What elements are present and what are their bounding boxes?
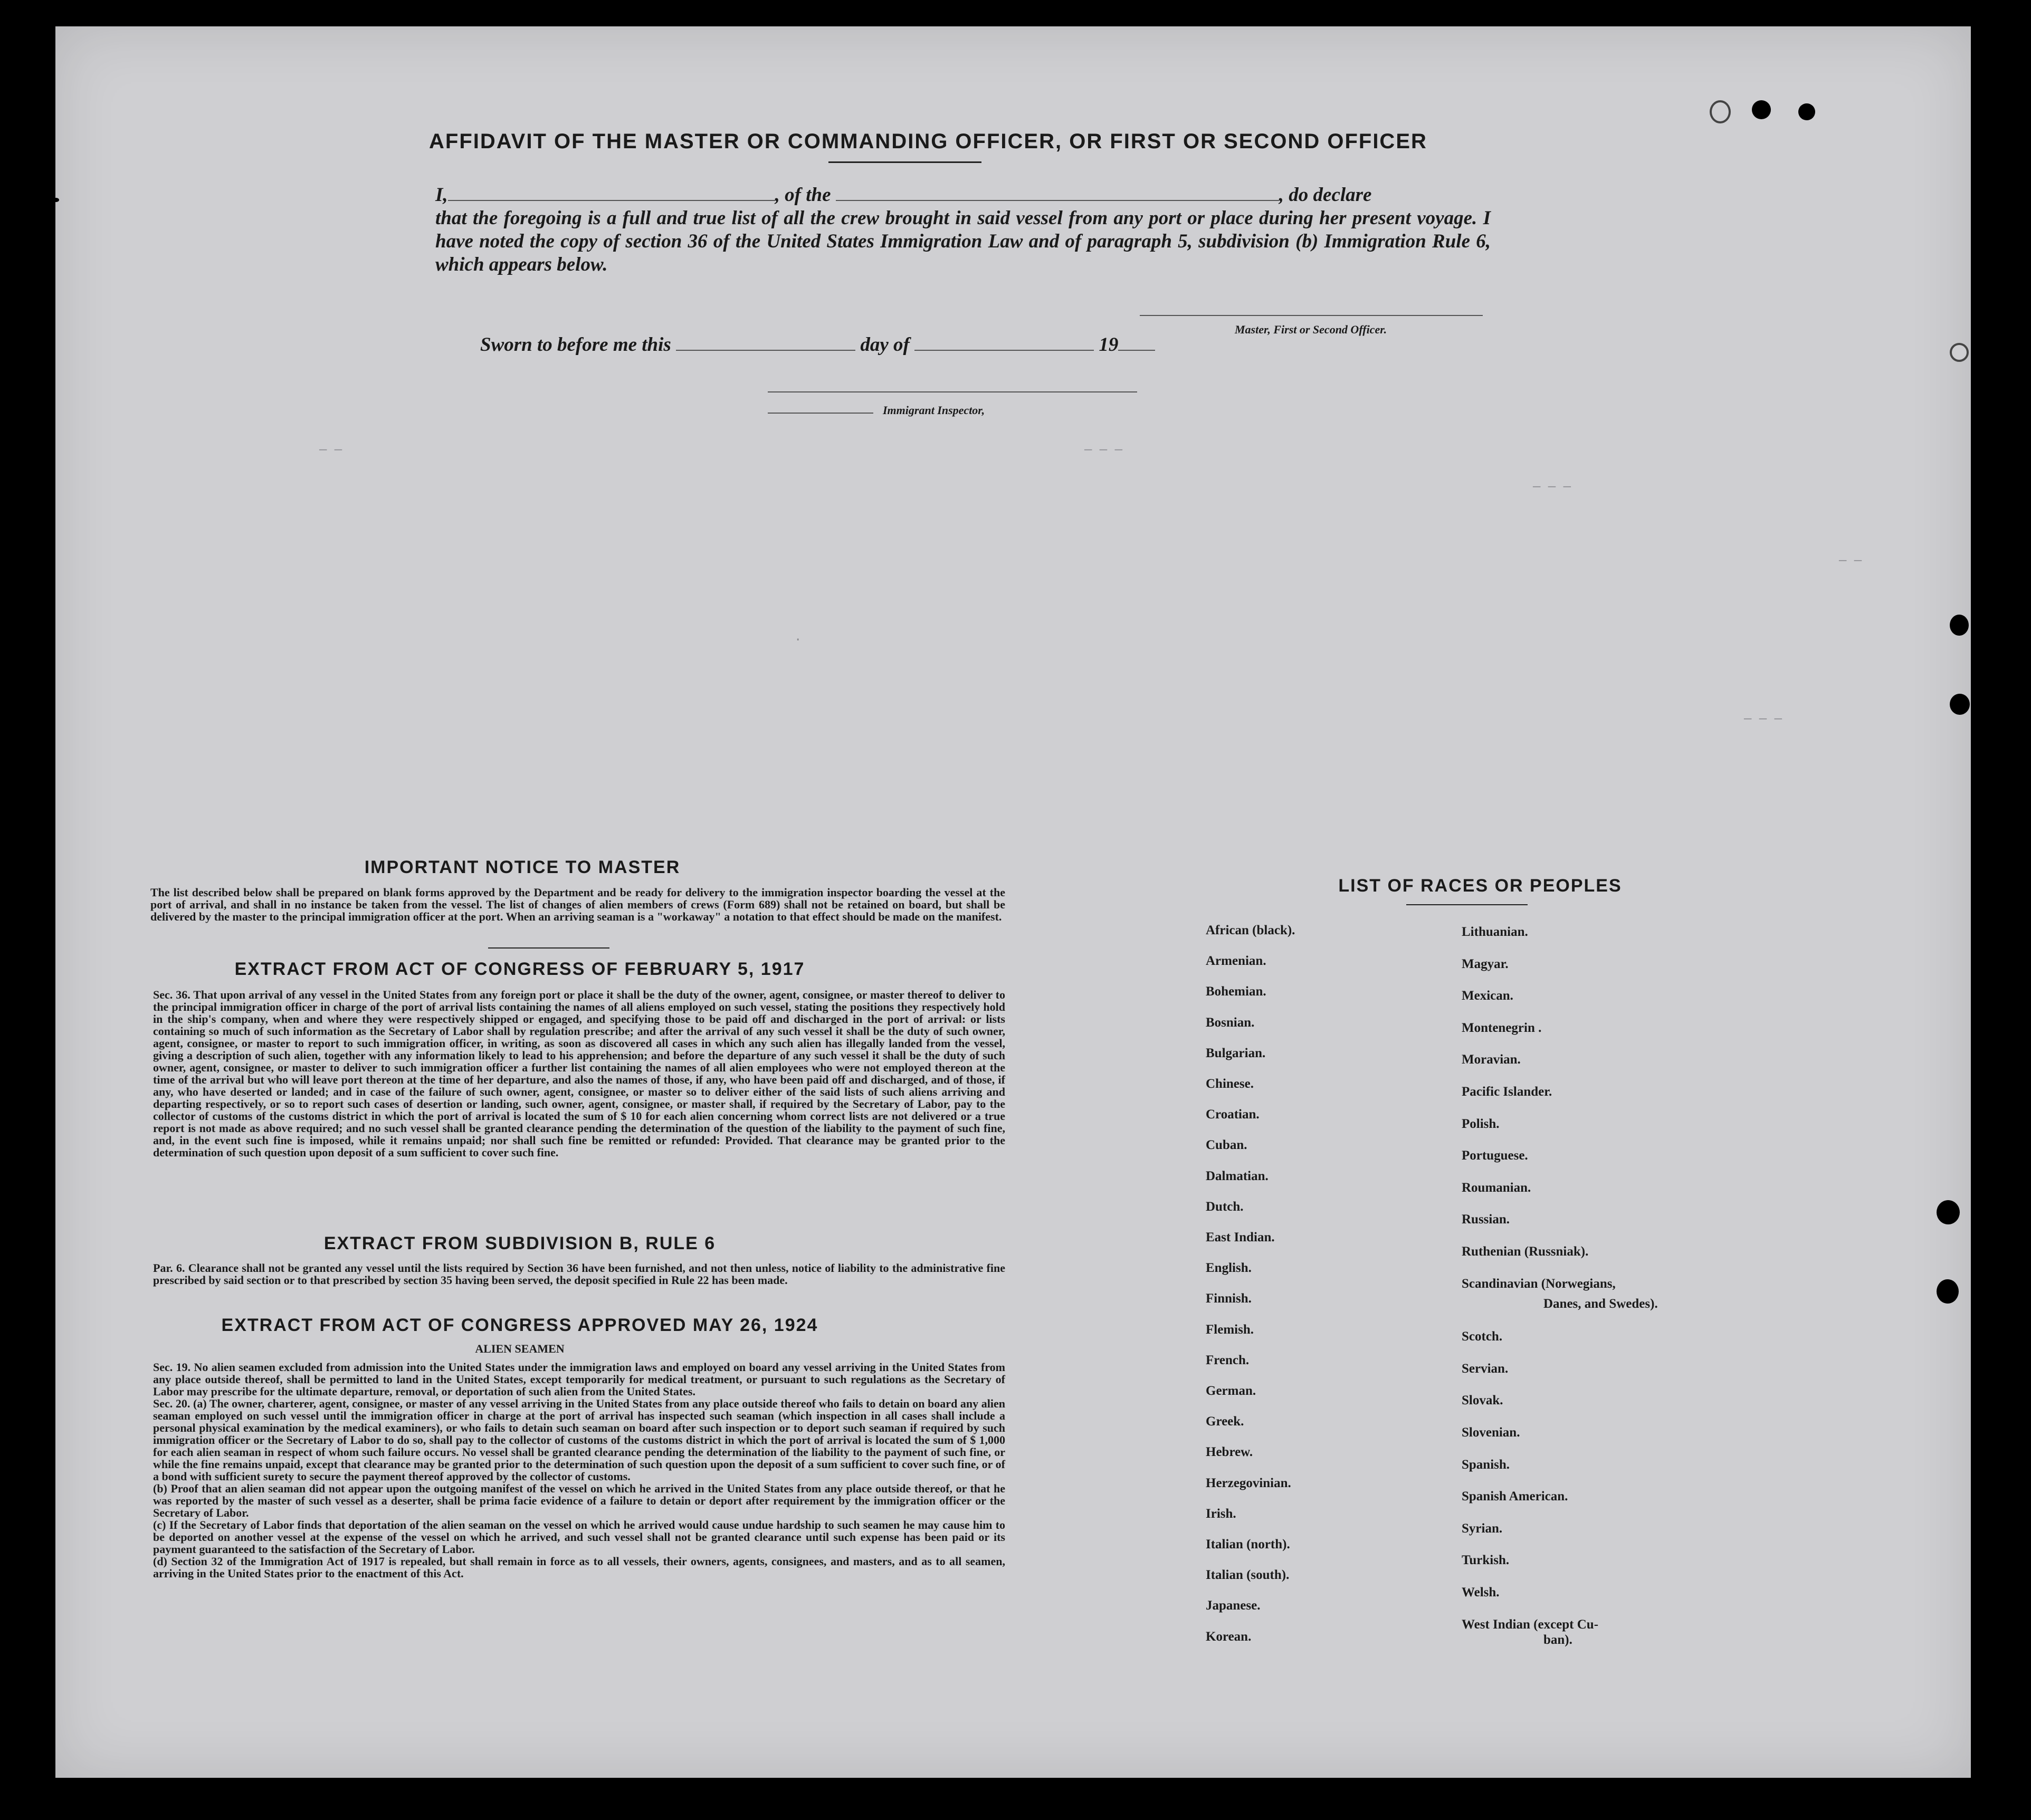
sworn-year: 19 — [1099, 334, 1119, 356]
race-item: Montenegrin . — [1462, 1020, 1542, 1035]
bleed-through-mark: — — — — [1533, 480, 1571, 494]
punch-hole — [1950, 694, 1970, 715]
punch-hole — [1950, 615, 1969, 636]
race-item: Mexican. — [1462, 989, 1513, 1003]
race-item: Scotch. — [1462, 1329, 1503, 1344]
race-item: Italian (south). — [1206, 1568, 1290, 1583]
race-item: East Indian. — [1206, 1230, 1275, 1244]
affidavit-body: that the foregoing is a full and true list of all the crew brought in said vessel from any port or place during her present voyage. I have noted the copy of section 36 of the United States Immigration Law and of paragraph 5, subdivision (b) Immigration Rule 6, which appears below. — [435, 207, 1491, 275]
race-item: Bohemian. — [1206, 984, 1266, 999]
affidavit-title: AFFIDAVIT OF THE MASTER OR COMMANDING OFFICER, OR FIRST OR SECOND OFFICER — [429, 130, 1427, 153]
rule6-body: Par. 6. Clearance shall not be granted any vessel until the lists required by Section 36 have been furnished, and not then unless, notice of liability to the administrative fine prescribed by said section or to that prescribed by section 35 having been served, the deposit specified in Rule 22 has been made. — [153, 1261, 1005, 1287]
race-item: Portuguese. — [1462, 1148, 1528, 1163]
race-item: Bosnian. — [1206, 1015, 1255, 1030]
extract1924-sec20b: (b) Proof that an alien seaman did not appear upon the outgoing manifest of the vessel on which he arrived in the United States from any place outside thereof, or that he was reported by the master of such vessel as a deserter, shall be prima facie evidence of a failure to detain or deport after requirement by the immigration officer or the Secretary of Labor. — [153, 1482, 1005, 1519]
signature-label: Master, First or Second Officer. — [1235, 323, 1387, 336]
race-item: Flemish. — [1206, 1322, 1254, 1337]
race-item: Spanish. — [1462, 1457, 1510, 1472]
race-item: West Indian (except Cu- — [1462, 1617, 1599, 1632]
document-page — [55, 26, 1971, 1778]
race-item: Irish. — [1206, 1506, 1236, 1521]
inspector-line-2[interactable] — [768, 413, 873, 414]
punch-hole — [1752, 100, 1771, 119]
extract1924-sec20c: (c) If the Secretary of Labor finds that deportation of the alien seaman on the vessel on which he arrived would cause undue hardship to such seamen he may cause him to be deported on another vessel at the expense of the vessel on which he arrived, and such vessel shall not be granted clearance until such expense has been paid or its payment guaranteed to the satisfaction of the Secretary of Labor. — [153, 1518, 1005, 1556]
bleed-through-mark: — — — [1839, 554, 1862, 568]
race-item: Polish. — [1462, 1116, 1500, 1131]
race-item: Herzegovinian. — [1206, 1476, 1291, 1490]
race-item: Magyar. — [1462, 956, 1509, 971]
races-rule — [1406, 904, 1528, 905]
name-blank[interactable] — [448, 200, 775, 201]
sworn-before: Sworn to before me this — [480, 334, 671, 356]
extract1924-sec20a: Sec. 20. (a) The owner, charterer, agent, consignee, or master of any vessel arriving in the United States from any place outside thereof who fails to detain on board any alien seaman employed on such vessel until the immigration officer in charge at the port of arrival has inspected such seaman (which inspection in all cases shall include a personal physical examination by the medical examiners), or who fails to detain such seaman on board after such inspection or to deport such seaman if required by such immigration officer or the Secretary of Labor to do so, shall pay to the collector of customs of the customs district in which the port of arrival is located the sum of $ 1,000 for each alien seaman in respect of whom such failure occurs. No vessel shall be granted clearance pending the determination of the liability to the payment of such fine, or while the fine remains unpaid, except that clearance may be granted prior to the determination of such question upon the deposit of a sum sufficient to cover such fine, or of a bond with sufficient surety to secure the payment thereof approved by the collector of customs. — [153, 1397, 1005, 1483]
ink-speck — [53, 198, 59, 202]
race-item: Korean. — [1206, 1629, 1252, 1644]
race-item: Dutch. — [1206, 1199, 1244, 1214]
extract1924-title: EXTRACT FROM ACT OF CONGRESS APPROVED MAY 26, 1924 — [221, 1315, 818, 1335]
extract1917-body: Sec. 36. That upon arrival of any vessel in the United States from any foreign port or place it shall be the duty of the owner, agent, consignee, or master thereof to deliver to the principal immigration officer in charge of the port of arrival lists containing the names of all aliens employed on such vessel, stating the positions they respectively hold in the ship's company, when and where they were respectively shipped or engaged, and specifying those to be paid off and discharged in the port of arrival: or lists containing so much of such information as the Secretary of Labor shall by regulation prescribe; and after the arrival of any such vessel it shall be the duty of such owner, agent, consignee, or master to report to such immigration officer, in writing, as soon as discovered all cases in which any such alien has illegally landed from the vessel, giving a description of such alien, together with any information likely to lead to his apprehension; and before the departure of any such vessel it shall be the duty of such owner, agent, consignee, or master to deliver to such immigration officer a further list containing the names of all alien employees who were not employed thereon at the time of the arrival but who will leave port thereon at the time of her departure, and also the names of those, if any, who have been paid off and discharged, and of those, if any, who have deserted or landed; and in case of the failure of such owner, agent, consignee, or master so to deliver either of the said lists of such aliens arriving and departing respectively, or so to report such cases of desertion or landing, such owner, agent, consignee, or master shall, if required by the Secretary of Labor, pay to the collector of customs of the customs district in which the port of arrival is located the sum of $ 10 for each alien concerning whom correct lists are not delivered or a true report is not made as above required; and no such vessel shall be granted clearance pending the determination of the question of the liability to the payment of such fine, and, in the event such fine is imposed, while it remains unpaid; nor shall such fine be remitted or refunded: Provided. That clearance may be granted prior to the determination of such question upon deposit of a sum sufficient to cover such fine. — [153, 988, 1005, 1159]
race-item: Scandinavian (Norwegians, — [1462, 1276, 1616, 1291]
sworn-year-blank[interactable] — [1118, 350, 1155, 351]
race-item-cont: Danes, and Swedes). — [1543, 1297, 1658, 1311]
extract1924-body — [153, 1361, 1005, 1579]
affidavit-i: I, — [435, 184, 448, 206]
affidavit-first-line — [435, 184, 1491, 207]
race-item: English. — [1206, 1261, 1252, 1276]
race-item: Slovenian. — [1462, 1425, 1520, 1440]
race-item: Hebrew. — [1206, 1445, 1253, 1460]
punch-hole — [1798, 103, 1815, 120]
race-item: Welsh. — [1462, 1585, 1500, 1599]
inspector-line[interactable] — [768, 391, 1137, 392]
sworn-month-blank[interactable] — [914, 350, 1094, 351]
notice-body: The list described below shall be prepared on blank forms approved by the Department and be ready for delivery to the immigration inspector boarding the vessel at the port of arrival, and shall in no instance be taken from the vessel. The list of changes of alien members of crews (Form 689) shall not be retained on board, but shall be delivered by the master to the principal immigration officer at the port. When an arriving seaman is a "workaway" a notation to that effect should be made on the manifest. — [150, 886, 1005, 923]
race-item: Lithuanian. — [1462, 925, 1528, 939]
race-item: Bulgarian. — [1206, 1046, 1266, 1060]
punch-hole — [1937, 1200, 1960, 1224]
race-item: Slovak. — [1462, 1393, 1503, 1408]
punch-hole — [1710, 100, 1731, 123]
race-item: African (black). — [1206, 923, 1295, 937]
bleed-through-mark: — — — [319, 443, 342, 457]
race-item: Armenian. — [1206, 954, 1266, 969]
race-item: Ruthenian (Russniak). — [1462, 1244, 1589, 1259]
race-item: Dalmatian. — [1206, 1168, 1269, 1183]
race-item: Italian (north). — [1206, 1537, 1290, 1551]
bleed-through-mark: · — [794, 633, 802, 647]
race-item: Spanish American. — [1462, 1489, 1568, 1504]
extract1917-title: EXTRACT FROM ACT OF CONGRESS OF FEBRUARY 5, 1917 — [234, 959, 805, 979]
race-item: Russian. — [1462, 1212, 1510, 1227]
sworn-line — [480, 333, 1272, 357]
race-item: Greek. — [1206, 1414, 1244, 1429]
bleed-through-mark: — — — — [1744, 712, 1782, 726]
signature-line[interactable] — [1140, 315, 1483, 316]
race-item-cont: ban). — [1543, 1633, 1572, 1647]
race-item: German. — [1206, 1384, 1256, 1398]
race-item: French. — [1206, 1353, 1250, 1367]
affidavit-do-declare: , do declare — [1279, 184, 1372, 206]
races-title: LIST OF RACES OR PEOPLES — [1338, 876, 1622, 896]
rule6-title: EXTRACT FROM SUBDIVISION B, RULE 6 — [323, 1233, 716, 1253]
inspector-label: Immigrant Inspector, — [883, 404, 985, 417]
extract1924-sec19: Sec. 19. No alien seamen excluded from admission into the United States under the immigration laws and employed on board any vessel arriving in the United States from any place outside thereof, shall be permitted to land in the United States, except temporarily for medical treatment, or pursuant to such regulations as the Secretary of Labor may prescribe for the ultimate departure, removal, or deportation of such alien from the United States. — [153, 1361, 1005, 1398]
race-item: Chinese. — [1206, 1077, 1254, 1091]
bleed-through-mark: — — — — [1084, 443, 1123, 457]
race-item: Finnish. — [1206, 1291, 1252, 1306]
race-item: Moravian. — [1462, 1052, 1521, 1067]
affidavit-of-the: , of the — [775, 184, 831, 206]
extract1924-sec20d: (d) Section 32 of the Immigration Act of 1917 is repealed, but shall remain in force as to all vessels, their owners, agents, consignees, and masters, and as to all seamen, arriving in the United States prior to the enactment of this Act. — [153, 1555, 1005, 1580]
punch-hole — [1937, 1279, 1959, 1304]
sworn-day-of: day of — [860, 334, 910, 356]
notice-title: IMPORTANT NOTICE TO MASTER — [364, 857, 681, 877]
race-item: Cuban. — [1206, 1138, 1247, 1153]
sworn-day-blank[interactable] — [676, 350, 855, 351]
vessel-blank[interactable] — [836, 200, 1279, 201]
race-item: Croatian. — [1206, 1107, 1260, 1122]
punch-hole — [1950, 343, 1969, 362]
race-item: Pacific Islander. — [1462, 1085, 1552, 1099]
notice-rule — [488, 947, 609, 949]
title-underline — [828, 161, 981, 163]
extract1924-subtitle: ALIEN SEAMEN — [475, 1342, 565, 1355]
race-item: Turkish. — [1462, 1553, 1510, 1568]
race-item: Roumanian. — [1462, 1180, 1531, 1195]
race-item: Japanese. — [1206, 1598, 1261, 1613]
race-item: Syrian. — [1462, 1521, 1503, 1536]
race-item: Servian. — [1462, 1361, 1509, 1376]
